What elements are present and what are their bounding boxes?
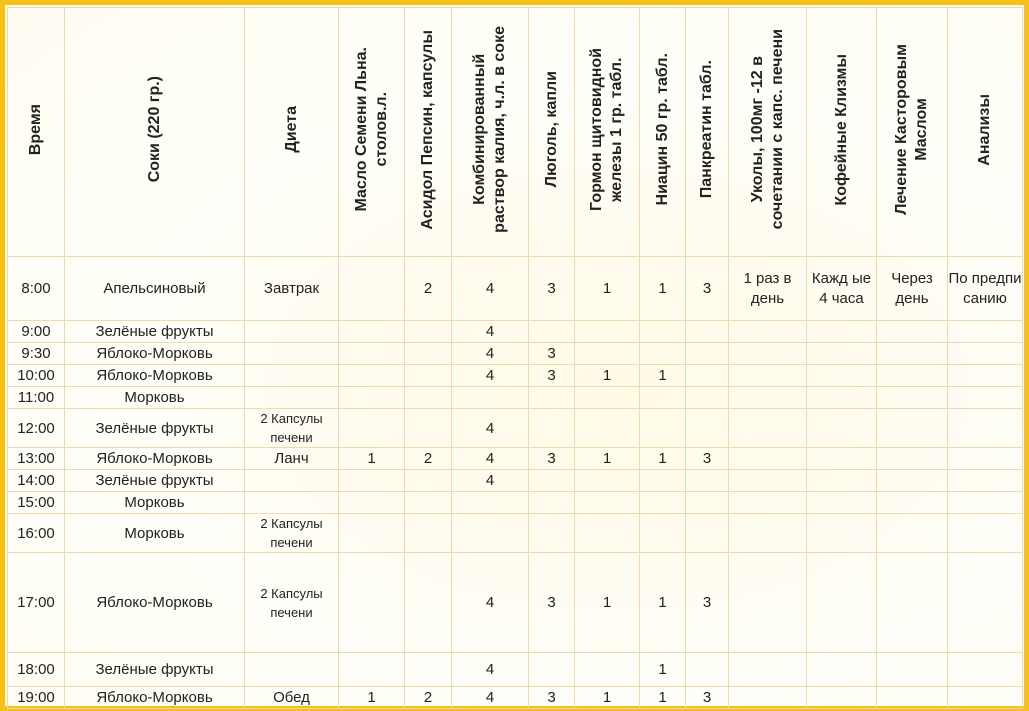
potassium-cell <box>452 492 529 514</box>
castor-oil-cell <box>877 470 948 492</box>
lugol-cell <box>529 492 575 514</box>
thyroid-cell <box>575 470 640 492</box>
coffee-enemas-cell <box>807 553 877 653</box>
header-potassium: Комбинированный раствор калия, ч.л. в соке <box>452 8 529 257</box>
acidol-cell: 2 <box>405 687 452 709</box>
niacin-cell: 1 <box>640 653 686 687</box>
tests-cell <box>948 321 1023 343</box>
niacin-cell: 1 <box>640 553 686 653</box>
potassium-cell: 4 <box>452 653 529 687</box>
niacin-cell <box>640 470 686 492</box>
diet-cell <box>245 470 339 492</box>
acidol-cell <box>405 365 452 387</box>
castor-oil-cell <box>877 321 948 343</box>
flaxseed-oil-cell <box>339 387 405 409</box>
pancreatin-cell <box>686 514 729 553</box>
niacin-cell <box>640 387 686 409</box>
tests-cell <box>948 448 1023 470</box>
tests-cell <box>948 365 1023 387</box>
diet-cell: Обед <box>245 687 339 709</box>
juice-cell: Яблоко-Морковь <box>65 553 245 653</box>
niacin-cell: 1 <box>640 448 686 470</box>
niacin-cell: 1 <box>640 257 686 321</box>
pancreatin-cell <box>686 492 729 514</box>
flaxseed-oil-cell <box>339 343 405 365</box>
pancreatin-cell: 3 <box>686 553 729 653</box>
diet-cell: Ланч <box>245 448 339 470</box>
flaxseed-oil-cell <box>339 653 405 687</box>
time-cell: 9:30 <box>8 343 65 365</box>
potassium-cell: 4 <box>452 553 529 653</box>
juice-cell: Зелёные фрукты <box>65 653 245 687</box>
potassium-cell <box>452 514 529 553</box>
injections-cell: 1 раз в день <box>729 257 807 321</box>
header-coffee-enemas: Кофейные Клизмы <box>807 8 877 257</box>
coffee-enemas-cell <box>807 653 877 687</box>
time-cell: 18:00 <box>8 653 65 687</box>
flaxseed-oil-cell <box>339 409 405 448</box>
tests-cell <box>948 514 1023 553</box>
table-row <box>8 409 1023 448</box>
juice-cell: Яблоко-Морковь <box>65 365 245 387</box>
flaxseed-oil-cell: 1 <box>339 448 405 470</box>
potassium-cell: 4 <box>452 448 529 470</box>
acidol-cell <box>405 553 452 653</box>
header-time: Время <box>8 8 65 257</box>
thyroid-cell: 1 <box>575 365 640 387</box>
flaxseed-oil-cell <box>339 365 405 387</box>
tests-cell: По предпи санию <box>948 257 1023 321</box>
diet-cell: 2 Капсулы печени <box>245 514 339 553</box>
injections-cell <box>729 514 807 553</box>
lugol-cell <box>529 409 575 448</box>
header-acidol: Асидол Пепсин, капсулы <box>405 8 452 257</box>
coffee-enemas-cell <box>807 343 877 365</box>
acidol-cell <box>405 492 452 514</box>
castor-oil-cell <box>877 387 948 409</box>
table-row <box>8 448 1023 470</box>
lugol-cell: 3 <box>529 257 575 321</box>
injections-cell <box>729 321 807 343</box>
lugol-cell: 3 <box>529 343 575 365</box>
flaxseed-oil-cell <box>339 492 405 514</box>
acidol-cell: 2 <box>405 257 452 321</box>
potassium-cell: 4 <box>452 321 529 343</box>
thyroid-cell <box>575 409 640 448</box>
table-row <box>8 492 1023 514</box>
pancreatin-cell <box>686 343 729 365</box>
niacin-cell <box>640 492 686 514</box>
schedule-table <box>7 7 1023 709</box>
juice-cell: Зелёные фрукты <box>65 321 245 343</box>
niacin-cell: 1 <box>640 687 686 709</box>
coffee-enemas-cell: Кажд ые 4 часа <box>807 257 877 321</box>
potassium-cell: 4 <box>452 409 529 448</box>
diet-cell <box>245 387 339 409</box>
tests-cell <box>948 687 1023 709</box>
pancreatin-cell <box>686 387 729 409</box>
table-row <box>8 653 1023 687</box>
injections-cell <box>729 365 807 387</box>
injections-cell <box>729 387 807 409</box>
pancreatin-cell <box>686 409 729 448</box>
acidol-cell <box>405 514 452 553</box>
acidol-cell <box>405 343 452 365</box>
tests-cell <box>948 470 1023 492</box>
lugol-cell: 3 <box>529 365 575 387</box>
tests-cell <box>948 409 1023 448</box>
castor-oil-cell <box>877 514 948 553</box>
castor-oil-cell <box>877 343 948 365</box>
header-flaxseed-oil: Масло Семени Льна. столов.л. <box>339 8 405 257</box>
lugol-cell <box>529 321 575 343</box>
injections-cell <box>729 553 807 653</box>
time-cell: 12:00 <box>8 409 65 448</box>
castor-oil-cell <box>877 553 948 653</box>
table-row <box>8 257 1023 321</box>
thyroid-cell <box>575 492 640 514</box>
niacin-cell: 1 <box>640 365 686 387</box>
coffee-enemas-cell <box>807 492 877 514</box>
pancreatin-cell <box>686 470 729 492</box>
injections-cell <box>729 492 807 514</box>
thyroid-cell: 1 <box>575 687 640 709</box>
juice-cell: Яблоко-Морковь <box>65 448 245 470</box>
diet-cell <box>245 365 339 387</box>
page-frame <box>5 5 1024 706</box>
pancreatin-cell: 3 <box>686 448 729 470</box>
time-cell: 13:00 <box>8 448 65 470</box>
time-cell: 19:00 <box>8 687 65 709</box>
diet-cell <box>245 492 339 514</box>
juice-cell: Зелёные фрукты <box>65 409 245 448</box>
diet-cell: Завтрак <box>245 257 339 321</box>
juice-cell: Яблоко-Морковь <box>65 687 245 709</box>
flaxseed-oil-cell <box>339 321 405 343</box>
juice-cell: Яблоко-Морковь <box>65 343 245 365</box>
lugol-cell <box>529 653 575 687</box>
time-cell: 17:00 <box>8 553 65 653</box>
header-tests: Анализы <box>948 8 1023 257</box>
acidol-cell: 2 <box>405 448 452 470</box>
thyroid-cell: 1 <box>575 553 640 653</box>
header-lugol: Люголь, капли <box>529 8 575 257</box>
pancreatin-cell <box>686 321 729 343</box>
header-thyroid: Гормон щитовидной железы 1 гр. табл. <box>575 8 640 257</box>
tests-cell <box>948 492 1023 514</box>
castor-oil-cell <box>877 448 948 470</box>
pancreatin-cell <box>686 365 729 387</box>
tests-cell <box>948 653 1023 687</box>
niacin-cell <box>640 409 686 448</box>
table-row <box>8 553 1023 653</box>
lugol-cell: 3 <box>529 687 575 709</box>
pancreatin-cell: 3 <box>686 257 729 321</box>
time-cell: 14:00 <box>8 470 65 492</box>
diet-cell: 2 Капсулы печени <box>245 553 339 653</box>
lugol-cell <box>529 387 575 409</box>
potassium-cell: 4 <box>452 687 529 709</box>
table-row <box>8 687 1023 709</box>
injections-cell <box>729 653 807 687</box>
castor-oil-cell <box>877 687 948 709</box>
potassium-cell: 4 <box>452 257 529 321</box>
niacin-cell <box>640 343 686 365</box>
castor-oil-cell <box>877 409 948 448</box>
tests-cell <box>948 553 1023 653</box>
thyroid-cell: 1 <box>575 257 640 321</box>
potassium-cell <box>452 387 529 409</box>
acidol-cell <box>405 409 452 448</box>
diet-cell <box>245 343 339 365</box>
thyroid-cell <box>575 514 640 553</box>
diet-cell <box>245 321 339 343</box>
thyroid-cell <box>575 653 640 687</box>
lugol-cell: 3 <box>529 553 575 653</box>
lugol-cell <box>529 514 575 553</box>
pancreatin-cell <box>686 653 729 687</box>
diet-cell <box>245 653 339 687</box>
flaxseed-oil-cell: 1 <box>339 687 405 709</box>
potassium-cell: 4 <box>452 343 529 365</box>
header-niacin: Ниацин 50 гр. табл. <box>640 8 686 257</box>
juice-cell: Апельсиновый <box>65 257 245 321</box>
table-row <box>8 321 1023 343</box>
pancreatin-cell: 3 <box>686 687 729 709</box>
lugol-cell: 3 <box>529 448 575 470</box>
juice-cell: Морковь <box>65 492 245 514</box>
tests-cell <box>948 387 1023 409</box>
injections-cell <box>729 343 807 365</box>
castor-oil-cell <box>877 492 948 514</box>
lugol-cell <box>529 470 575 492</box>
injections-cell <box>729 470 807 492</box>
coffee-enemas-cell <box>807 321 877 343</box>
coffee-enemas-cell <box>807 470 877 492</box>
table-row <box>8 387 1023 409</box>
coffee-enemas-cell <box>807 687 877 709</box>
thyroid-cell <box>575 387 640 409</box>
header-injections: Уколы, 100мг -12 в сочетании с капс. печени <box>729 8 807 257</box>
header-castor-oil: Лечение Касторовым Маслом <box>877 8 948 257</box>
acidol-cell <box>405 470 452 492</box>
juice-cell: Морковь <box>65 387 245 409</box>
niacin-cell <box>640 514 686 553</box>
thyroid-cell <box>575 343 640 365</box>
flaxseed-oil-cell <box>339 553 405 653</box>
thyroid-cell: 1 <box>575 448 640 470</box>
table-row <box>8 343 1023 365</box>
injections-cell <box>729 409 807 448</box>
flaxseed-oil-cell <box>339 514 405 553</box>
thyroid-cell <box>575 321 640 343</box>
time-cell: 11:00 <box>8 387 65 409</box>
castor-oil-cell: Через день <box>877 257 948 321</box>
time-cell: 9:00 <box>8 321 65 343</box>
header-row <box>8 8 1023 257</box>
niacin-cell <box>640 321 686 343</box>
acidol-cell <box>405 387 452 409</box>
injections-cell <box>729 448 807 470</box>
flaxseed-oil-cell <box>339 257 405 321</box>
potassium-cell: 4 <box>452 470 529 492</box>
coffee-enemas-cell <box>807 448 877 470</box>
castor-oil-cell <box>877 653 948 687</box>
coffee-enemas-cell <box>807 387 877 409</box>
time-cell: 8:00 <box>8 257 65 321</box>
coffee-enemas-cell <box>807 409 877 448</box>
table-row <box>8 470 1023 492</box>
acidol-cell <box>405 653 452 687</box>
time-cell: 16:00 <box>8 514 65 553</box>
diet-cell: 2 Капсулы печени <box>245 409 339 448</box>
potassium-cell: 4 <box>452 365 529 387</box>
tests-cell <box>948 343 1023 365</box>
juice-cell: Морковь <box>65 514 245 553</box>
header-diet: Диета <box>245 8 339 257</box>
time-cell: 10:00 <box>8 365 65 387</box>
flaxseed-oil-cell <box>339 470 405 492</box>
table-row <box>8 365 1023 387</box>
header-pancreatin: Панкреатин табл. <box>686 8 729 257</box>
table-row <box>8 514 1023 553</box>
coffee-enemas-cell <box>807 514 877 553</box>
castor-oil-cell <box>877 365 948 387</box>
injections-cell <box>729 687 807 709</box>
time-cell: 15:00 <box>8 492 65 514</box>
acidol-cell <box>405 321 452 343</box>
header-juices: Соки (220 гр.) <box>65 8 245 257</box>
juice-cell: Зелёные фрукты <box>65 470 245 492</box>
coffee-enemas-cell <box>807 365 877 387</box>
